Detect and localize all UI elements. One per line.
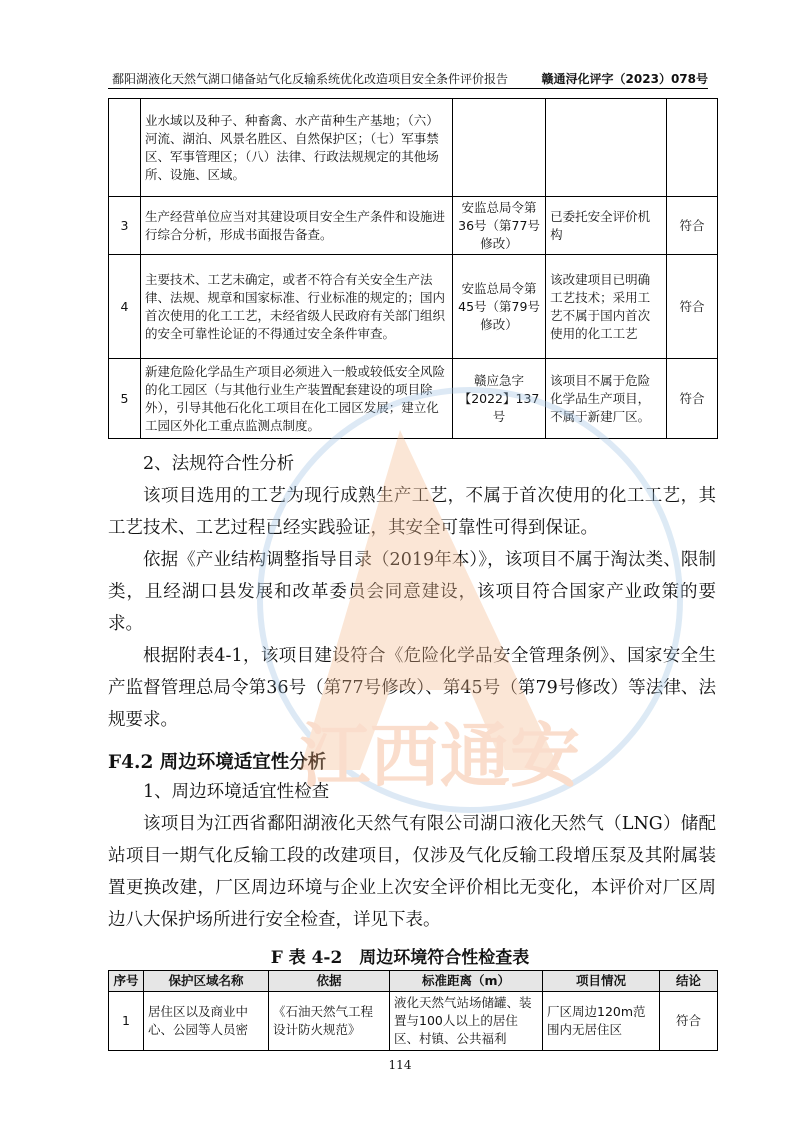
page-number: 114 (388, 1058, 412, 1072)
project-situation: 厂区周边120m范围内无居住区 (543, 992, 660, 1051)
table-header-row (109, 971, 718, 992)
basis-text (453, 99, 546, 197)
table-row (109, 359, 718, 439)
environment-check-table (108, 970, 718, 1051)
conclusion-text: 符合 (667, 197, 718, 255)
basis-text: 赣应急字【2022】137号 (453, 359, 546, 439)
col-header: 标准距离（m） (390, 971, 543, 992)
page-header (108, 68, 708, 89)
table-row (109, 197, 718, 255)
conclusion-text: 符合 (667, 255, 718, 359)
row-number (109, 99, 141, 197)
table-row (109, 992, 718, 1051)
col-header: 项目情况 (543, 971, 660, 992)
clause-text: 业水域以及种子、种畜禽、水产苗种生产基地；（六）河流、湖泊、风景名胜区、自然保护区；（七）军事禁区、军事管理区；（八）法律、行政法规规定的其他场所、设施、区域。 (140, 99, 452, 197)
area-name: 居住区以及商业中心、公园等人员密 (144, 992, 269, 1051)
status-text (546, 99, 667, 197)
environment-section (108, 776, 716, 936)
paragraph: 根据附表4-1，该项目建设符合《危险化学品安全管理条例》、国家安全生产监督管理总局令第36号（第77号修改）、第45号（第79号修改）等法律、法规要求。 (108, 646, 716, 730)
basis-text: 安监总局令第36号（第77号修改） (453, 197, 546, 255)
subsection-heading: 1、周边环境适宜性检查 (143, 782, 330, 802)
conclusion-text (667, 99, 718, 197)
row-number: 4 (109, 255, 141, 359)
row-number: 5 (109, 359, 141, 439)
conclusion-text: 符合 (660, 992, 718, 1051)
paragraph: 依据《产业结构调整指导目录（2019年本）》，该项目不属于淘汰类、限制类，且经湖口县发展和改革委员会同意建设，该项目符合国家产业政策的要求。 (108, 550, 716, 634)
basis-text: 《石油天然气工程设计防火规范》 (269, 992, 390, 1051)
status-text: 该项目不属于危险化学品生产项目，不属于新建厂区。 (546, 359, 667, 439)
table-row (109, 99, 718, 197)
table-caption: F 表 4-2 周边环境符合性检查表 (270, 948, 530, 968)
row-number: 3 (109, 197, 141, 255)
clause-text: 生产经营单位应当对其建设项目安全生产条件和设施进行综合分析，形成书面报告备查。 (140, 197, 452, 255)
status-text: 已委托安全评价机构 (546, 197, 667, 255)
compliance-table (108, 98, 718, 439)
svg-text:江西通安: 江西通安 (300, 714, 580, 797)
col-header: 保护区域名称 (144, 971, 269, 992)
clause-text: 主要技术、工艺未确定，或者不符合有关安全生产法律、法规、规章和国家标准、行业标准的规定的；国内首次使用的化工工艺，未经省级人民政府有关部门组织的安全可靠性论证的不得通过安全条件审查。 (140, 255, 452, 359)
standard-distance: 液化天然气站场储罐、装置与100人以上的居住区、村镇、公共福利 (390, 992, 543, 1051)
basis-text: 安监总局令第45号（第79号修改） (453, 255, 546, 359)
report-title: 鄱阳湖液化天然气湖口储备站气化反输系统优化改造项目安全条件评价报告 (112, 72, 509, 86)
clause-text: 新建危险化学品生产项目必须进入一般或较低安全风险的化工园区（与其他行业生产装置配套建设的项目除外），引导其他石化化工项目在化工园区发展；建立化工园区外化工重点监测点制度。 (140, 359, 452, 439)
status-text: 该改建项目已明确工艺技术；采用工艺不属于国内首次使用的化工工艺 (546, 255, 667, 359)
paragraph: 该项目选用的工艺为现行成熟生产工艺，不属于首次使用的化工工艺，其工艺技术、工艺过程已经实践验证，其安全可靠性可得到保证。 (108, 486, 716, 538)
section-title: F4.2 周边环境适宜性分析 (108, 752, 327, 773)
section-heading: 2、法规符合性分析 (143, 454, 295, 474)
col-header: 结论 (660, 971, 718, 992)
conclusion-text: 符合 (667, 359, 718, 439)
table-row (109, 255, 718, 359)
regulation-analysis-section (108, 448, 716, 736)
col-header: 依据 (269, 971, 390, 992)
paragraph: 该项目为江西省鄱阳湖液化天然气有限公司湖口液化天然气（LNG）储配站项目一期气化反输工段的改建项目，仅涉及气化反输工段增压泵及其附属装置更换改建，厂区周边环境与企业上次安全评价相比无变化，本评价对厂区周边八大保护场所进行安全检查，详见下表。 (108, 814, 716, 930)
report-code: 赣通浔化评字（2023）078号 (541, 72, 708, 86)
col-header: 序号 (109, 971, 144, 992)
row-number: 1 (109, 992, 144, 1051)
